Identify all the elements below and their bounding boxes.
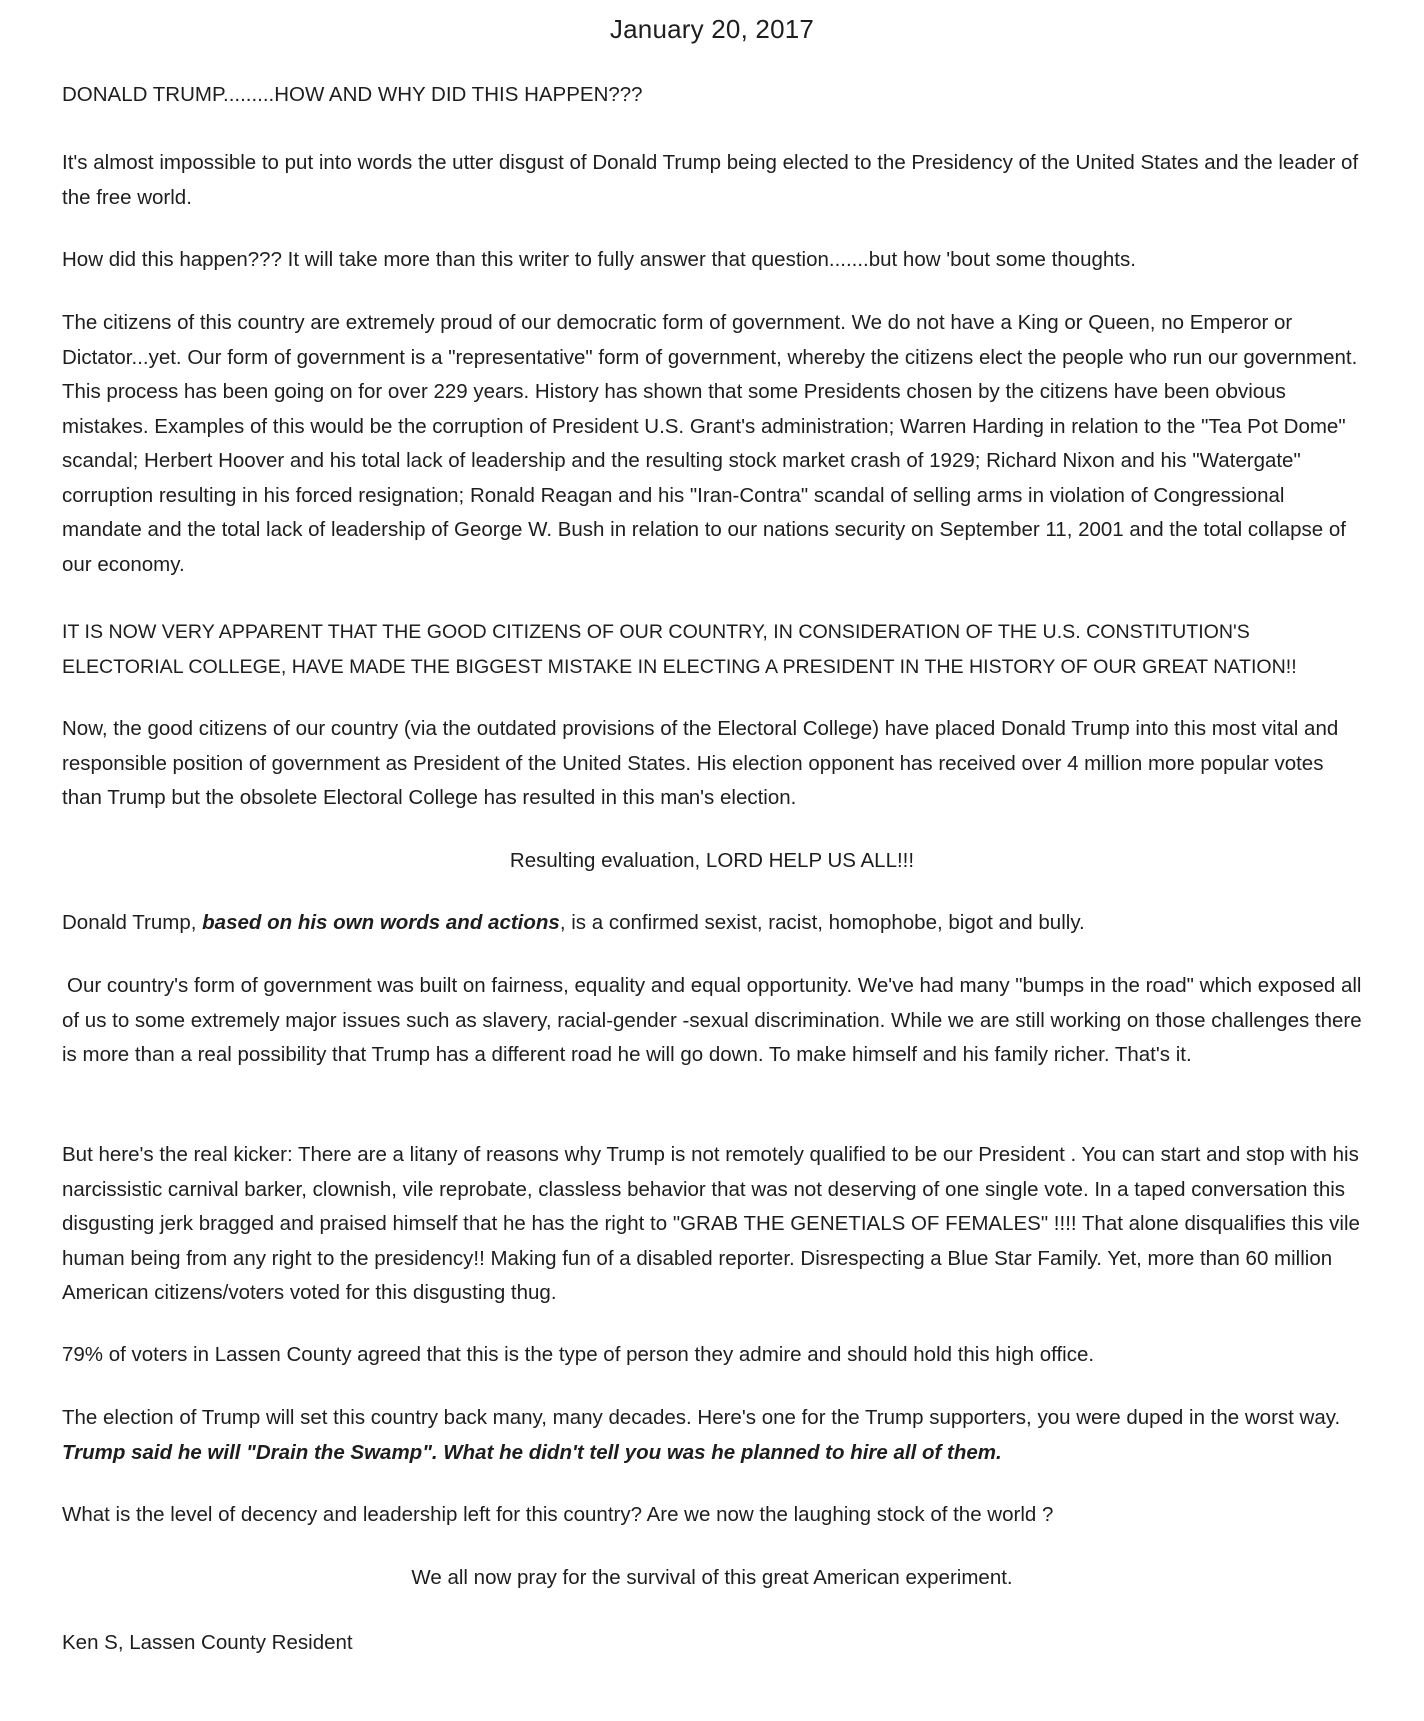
paragraph-7: Our country's form of government was built on fairness, equality and equal opportunity. We've had many "bumps in the road" which exposed all of us to some extremely major issues such as slavery, racial-gender -sexual discrimination. While we are still working on those challenges there is more than a real possibility that Trump has a different road he will go down. To make himself and his family richer. That's it.: [62, 974, 1362, 1066]
paragraph-8: But here's the real kicker: There are a litany of reasons why Trump is not remotely qualified to be our President . You can start and stop with his narcissistic carnival barker, clownish, vile reprobate, classless behavior that was not deserving of one single vote. In a taped conversation this disgusting jerk bragged and praised himself that he has the right to "GRAB THE GENETIALS OF FEMALES" !!!! That alone disqualifies this vile human being from any right to the presidency!! Making fun of a disabled reporter. Disrespecting a Blue Star Family. Yet, more than 60 million American citizens/voters voted for this disgusting thug.: [62, 1143, 1360, 1304]
paragraph-6-emphasis: based on his own words and actions: [202, 911, 560, 934]
paragraph-9: 79% of voters in Lassen County agreed that this is the type of person they admire and should hold this high office.: [62, 1343, 1095, 1366]
paragraph-1: It's almost impossible to put into words the utter disgust of Donald Trump being elected to the Presidency of the United States and the leader of the free world.: [62, 151, 1359, 209]
paragraph-6-end: , is a confirmed sexist, racist, homophobe, bigot and bully.: [559, 911, 1085, 934]
paragraph-4: IT IS NOW VERY APPARENT THAT THE GOOD CITIZENS OF OUR COUNTRY, IN CONSIDERATION OF THE U.S. CONSTITUTION'S ELECTORIAL COLLEGE, HAVE MADE THE BIGGEST MISTAKE IN ELECTING A PRESIDENT IN THE HISTORY OF OUR GREAT NATION!!: [62, 621, 1297, 678]
signature: Ken S, Lassen County Resident: [62, 1631, 353, 1654]
letter-heading: DONALD TRUMP.........HOW AND WHY DID THIS HAPPEN???: [62, 83, 643, 106]
paragraph-2: How did this happen??? It will take more than this writer to fully answer that question.......but how 'bout some thoughts.: [62, 248, 1136, 271]
paragraph-10: [62, 1401, 1362, 1470]
paragraph-5: Now, the good citizens of our country (via the outdated provisions of the Electoral College) have placed Donald Trump into this most vital and responsible position of government as President of the United States. His election opponent has received over 4 million more popular votes than Trump but the obsolete Electoral College has resulted in this man's election.: [62, 717, 1339, 809]
closing-line: We all now pray for the survival of this great American experiment.: [411, 1566, 1013, 1589]
paragraph-6: [62, 906, 1362, 941]
paragraph-10-start: The election of Trump will set this country back many, many decades. Here's one for the Trump supporters, you were duped in the worst way.: [62, 1406, 1341, 1429]
paragraph-3: The citizens of this country are extremely proud of our democratic form of government. We do not have a King or Queen, no Emperor or Dictator...yet. Our form of government is a "representative" form of government, whereby the citizens elect the people who run our government. This process has been going on for over 229 years. History has shown that some Presidents chosen by the citizens have been obvious mistakes. Examples of this would be the corruption of President U.S. Grant's administration; Warren Harding in relation to the "Tea Pot Dome" scandal; Herbert Hoover and his total lack of leadership and the resulting stock market crash of 1929; Richard Nixon and his "Watergate" corruption resulting in his forced resignation; Ronald Reagan and his "Iran-Contra" scandal of selling arms in violation of Congressional mandate and the total lack of leadership of George W. Bush in relation to our nations security on September 11, 2001 and the total collapse of our economy.: [62, 311, 1358, 576]
resulting-evaluation: Resulting evaluation, LORD HELP US ALL!!!: [509, 849, 915, 872]
paragraph-6-start: Donald Trump,: [62, 911, 203, 934]
letter-date: January 20, 2017: [609, 14, 815, 44]
paragraph-10-emphasis: Trump said he will "Drain the Swamp". What he didn't tell you was he planned to hire all of them.: [62, 1440, 1002, 1464]
paragraph-11: What is the level of decency and leadership left for this country? Are we now the laughing stock of the world ?: [62, 1503, 1054, 1526]
